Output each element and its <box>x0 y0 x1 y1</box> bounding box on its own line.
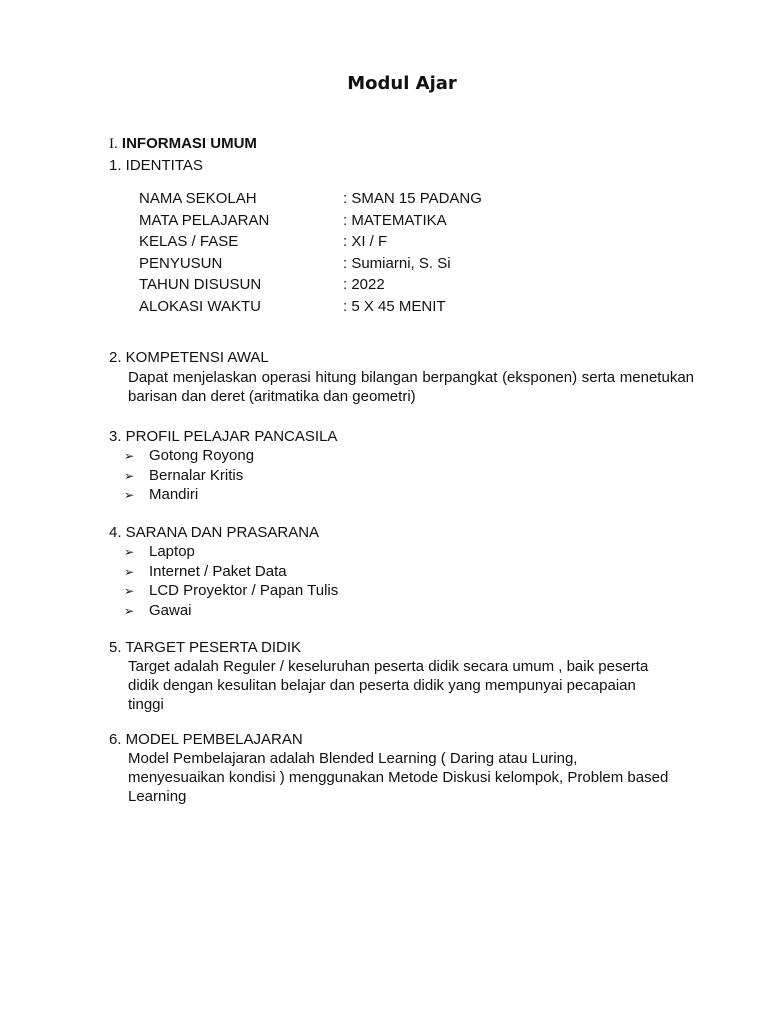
identity-row <box>139 211 447 230</box>
heading-kompetensi-awal: 2. KOMPETENSI AWAL <box>109 349 269 366</box>
target-paragraph: Target adalah Reguler / keseluruhan peserta didik secara umum , baik peserta didik dengan kesulitan belajar dan peserta didik yang mempunyai pecapaian tinggi <box>128 658 649 713</box>
list-item: ➢ Mandiri <box>124 486 199 503</box>
list-item: ➢ Laptop <box>124 543 195 560</box>
heading-sarana-prasarana: 4. SARANA DAN PRASARANA <box>109 524 320 541</box>
arrow-bullet-icon: ➢ <box>124 564 135 579</box>
identity-row <box>139 275 385 294</box>
document-title: Modul Ajar <box>347 73 457 94</box>
model-paragraph: Model Pembelajaran adalah Blended Learning ( Daring atau Luring, menyesuaikan kondisi ) menggunakan Metode Diskusi kelompok, Problem based Learning <box>128 750 669 805</box>
identity-label: ALOKASI WAKTU <box>139 298 261 315</box>
heading-profil-pelajar: 3. PROFIL PELAJAR PANCASILA <box>109 428 338 445</box>
arrow-bullet-icon: ➢ <box>124 584 135 598</box>
identity-label: PENYUSUN <box>139 255 223 272</box>
sarana-list <box>124 542 338 620</box>
identity-value: : SMAN 15 PADANG <box>343 190 482 207</box>
identity-row <box>139 189 482 208</box>
identity-value: : 5 X 45 MENIT <box>343 298 446 315</box>
identity-label: KELAS / FASE <box>139 233 239 250</box>
kompetensi-paragraph: Dapat menjelaskan operasi hitung bilangan berpangkat (eksponen) serta menetukan barisan dan deret (aritmatika dan geometri) <box>128 369 694 405</box>
list-item: ➢ Internet / Paket Data <box>124 562 287 580</box>
profil-list <box>124 446 254 505</box>
identity-row <box>139 254 451 273</box>
identity-row <box>139 297 446 316</box>
section-numeral: I. <box>109 136 118 152</box>
list-item: ➢ Gawai <box>124 601 192 619</box>
identity-label: MATA PELAJARAN <box>139 212 270 229</box>
arrow-bullet-icon: ➢ <box>124 468 135 483</box>
arrow-bullet-icon: ➢ <box>124 449 135 463</box>
arrow-bullet-icon: ➢ <box>124 603 135 618</box>
identity-label: NAMA SEKOLAH <box>139 190 257 207</box>
list-item: ➢ Bernalar Kritis <box>124 466 244 484</box>
heading-target-peserta: 5. TARGET PESERTA DIDIK <box>109 639 302 656</box>
identity-row <box>139 232 388 251</box>
list-item: ➢ Gotong Royong <box>124 447 255 464</box>
identity-value: : MATEMATIKA <box>343 212 447 229</box>
list-item: ➢ LCD Proyektor / Papan Tulis <box>124 582 339 599</box>
section-label: INFORMASI UMUM <box>121 135 257 152</box>
identity-value: : XI / F <box>343 233 388 250</box>
arrow-bullet-icon: ➢ <box>124 488 135 502</box>
heading-model-pembelajaran: 6. MODEL PEMBELAJARAN <box>109 731 303 748</box>
identity-label: TAHUN DISUSUN <box>139 276 262 293</box>
section-informasi-umum <box>109 134 257 154</box>
heading-identitas: 1. IDENTITAS <box>109 157 203 174</box>
arrow-bullet-icon: ➢ <box>124 545 135 559</box>
identity-value: : Sumiarni, S. Si <box>343 255 451 272</box>
identity-value: : 2022 <box>343 276 385 293</box>
